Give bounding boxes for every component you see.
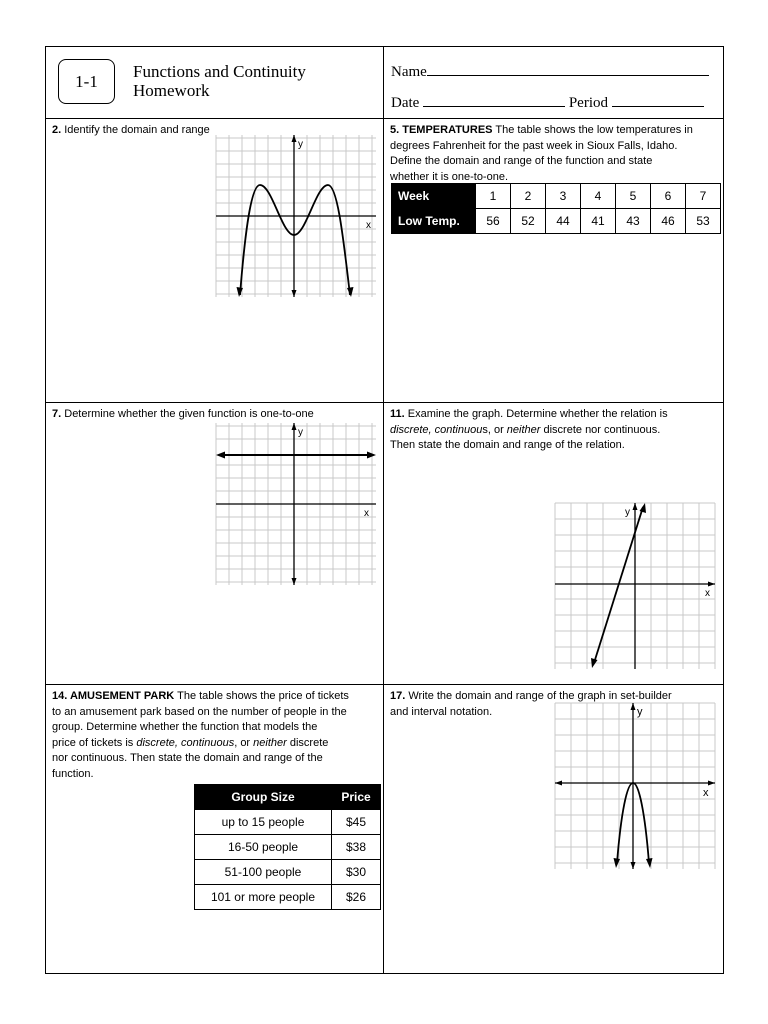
question-17-cell <box>383 684 724 974</box>
title-line-1: Functions and Continuity <box>133 62 306 81</box>
name-field <box>391 61 709 81</box>
question-7-cell <box>45 402 384 685</box>
question-17-graph <box>555 703 715 869</box>
worksheet-title <box>133 62 306 100</box>
week-row: Week 1 2 3 4 5 6 7 <box>392 184 721 209</box>
period-label: Period <box>568 95 608 111</box>
linear-graph-line <box>594 507 643 663</box>
price-header: Price <box>332 785 381 810</box>
date-blank[interactable] <box>423 92 565 107</box>
question-11-graph <box>555 503 715 669</box>
question-7-text: 7. Determine whether the given function is one-to-one <box>52 408 314 420</box>
question-2-graph <box>216 135 376 297</box>
title-line-2: Homework <box>133 81 210 100</box>
question-5-cell <box>383 118 724 403</box>
question-2-text: 2. Identify the domain and range <box>52 124 210 136</box>
question-11-text: 11. Examine the graph. Determine whether the relation is discrete, continuous, or neither discrete nor continuous. Then state the domain and range of the relation. <box>390 408 668 451</box>
lesson-number-badge: 1-1 <box>58 59 115 104</box>
worksheet <box>45 46 724 974</box>
name-label: Name <box>391 64 427 80</box>
price-table <box>194 784 381 910</box>
question-7-graph <box>216 423 376 585</box>
name-blank[interactable] <box>427 61 709 76</box>
y-axis-label: y <box>625 507 630 518</box>
y-axis-label: y <box>298 427 303 438</box>
header-info-cell <box>383 46 724 119</box>
y-axis-label: y <box>298 139 303 150</box>
temp-row: Low Temp. 56 52 44 41 43 46 53 <box>392 209 721 234</box>
temperature-table <box>391 183 721 234</box>
x-axis-label: x <box>366 220 371 231</box>
table-row: 51-100 people $30 <box>195 860 381 885</box>
week-header: Week <box>392 184 476 209</box>
period-blank[interactable] <box>612 92 704 107</box>
x-axis-label: x <box>703 787 709 799</box>
question-14-text: 14. AMUSEMENT PARK The table shows the price of tickets to an amusement park based on the number of people in the group. Determine whether the function that models the price of tickets is discrete, continuous, or neither discrete nor continuous. Then state the domain and range of the function. <box>52 690 349 780</box>
table-row: 101 or more people $26 <box>195 885 381 910</box>
question-2-cell <box>45 118 384 403</box>
question-5-text: 5. TEMPERATURES The table shows the low temperatures in degrees Fahrenheit for the past week in Sioux Falls, Idaho. Define the domain and range of the function and state whether it is one-to-one. <box>390 124 693 183</box>
low-temp-header: Low Temp. <box>392 209 476 234</box>
table-row: up to 15 people $45 <box>195 810 381 835</box>
x-axis-label: x <box>364 508 369 519</box>
question-14-cell <box>45 684 384 974</box>
group-size-header: Group Size <box>195 785 332 810</box>
table-row: 16-50 people $38 <box>195 835 381 860</box>
y-axis-label: y <box>637 706 643 718</box>
question-17-text: 17. Write the domain and range of the graph in set-builder and interval notation. <box>390 690 672 718</box>
x-axis-label: x <box>705 588 710 599</box>
date-period-field <box>391 92 704 112</box>
date-label: Date <box>391 95 420 111</box>
question-11-cell <box>383 402 724 685</box>
header-title-cell <box>45 46 384 119</box>
